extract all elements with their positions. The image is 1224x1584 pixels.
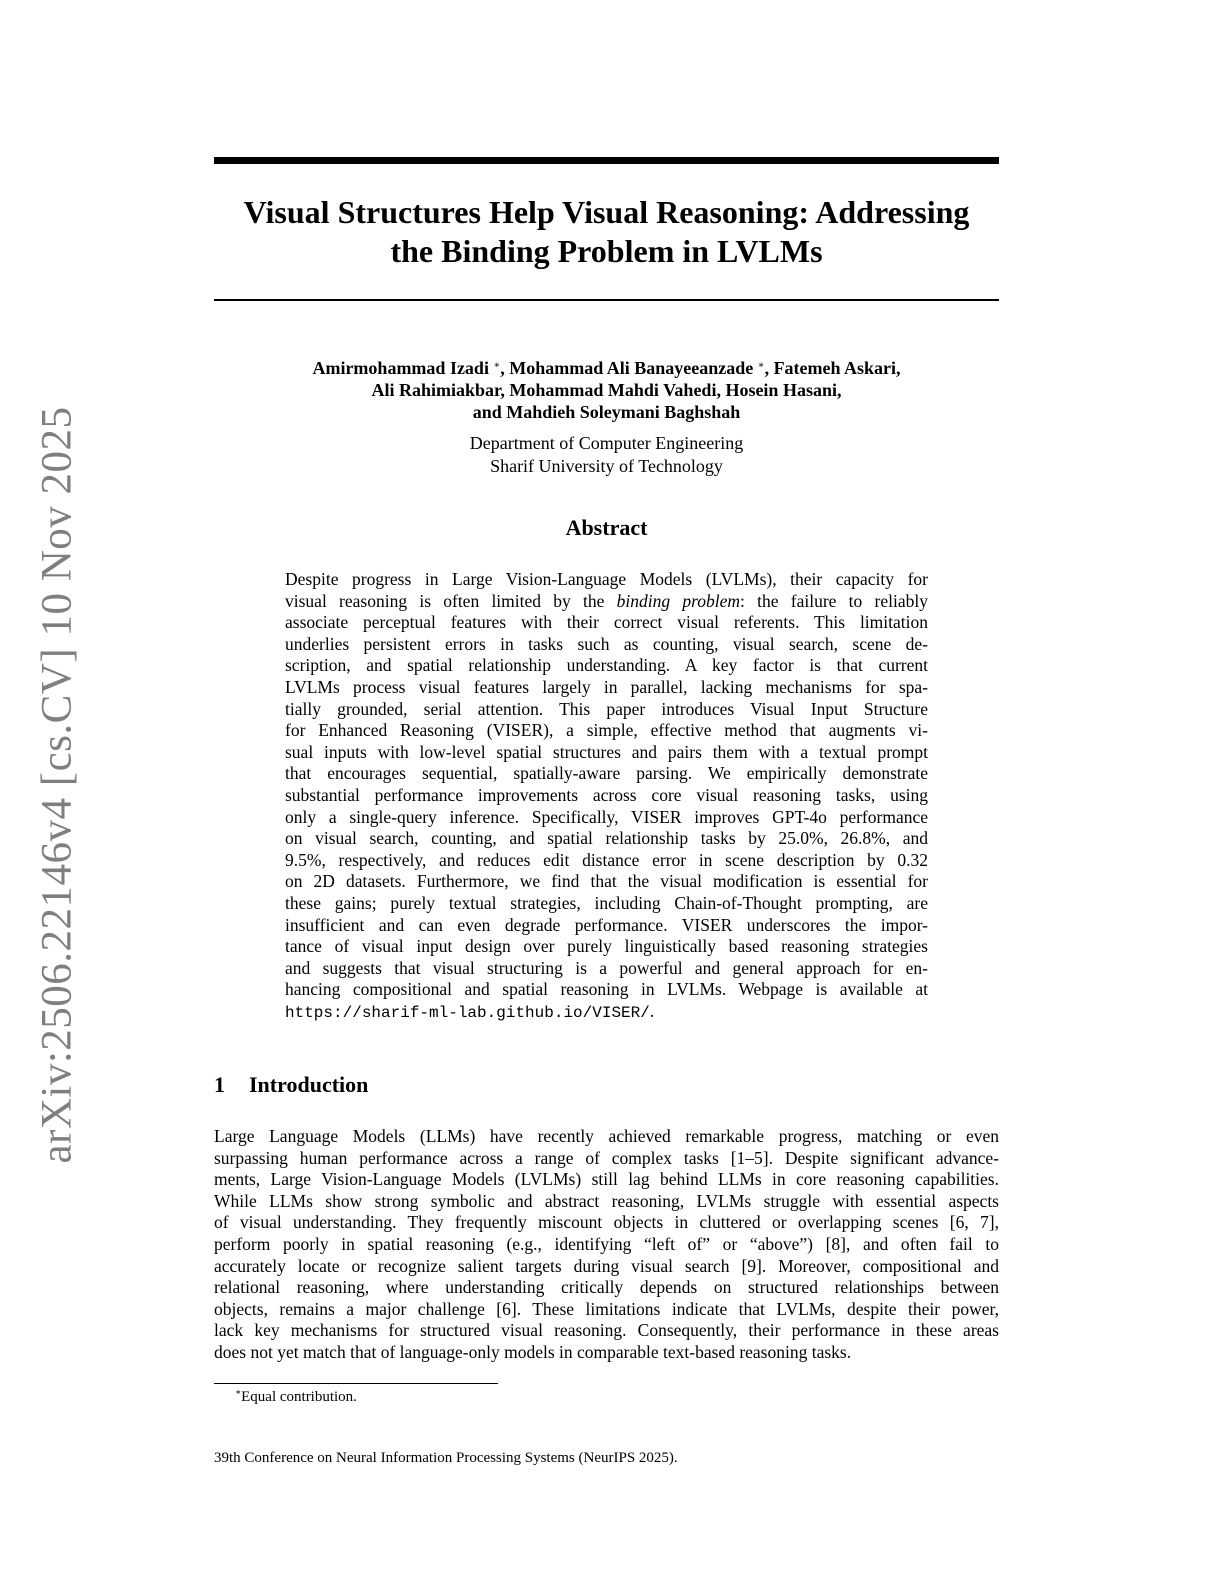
abstract-line: and suggests that visual structuring is a powerful and general approach for en- [285,957,928,978]
intro-line: accurately locate or recognize salient targets during visual search [9]. Moreover, compositional and [214,1255,999,1276]
intro-line: ments, Large Vision-Language Models (LVLMs) still lag behind LLMs in core reasoning capabilities. [214,1169,999,1190]
intro-line: surpassing human performance across a range of complex tasks [1–5]. Despite significant advance- [214,1147,999,1168]
title-line: the Binding Problem in LVLMs [390,233,823,269]
intro-line: lack key mechanisms for structured visual reasoning. Consequently, their performance in these areas [214,1320,999,1341]
abstract-text: . [649,1000,655,1021]
author-list [214,355,999,423]
intro-line: does not yet match that of language-only models in comparable text-based reasoning tasks. [214,1341,852,1362]
section-heading-introduction [214,1072,368,1098]
footnote [235,1387,357,1406]
abstract-line: underlies persistent errors in tasks such as counting, visual search, scene de- [285,633,928,654]
webpage-link[interactable]: https://sharif-ml-lab.github.io/VISER/ [285,1003,650,1022]
affiliation [214,432,999,478]
abstract-line: hancing compositional and spatial reasoning in LVLMs. Webpage is available at [285,979,928,1000]
intro-line: relational reasoning, where understanding critically depends on structured relationships between [214,1277,999,1298]
author-name: , Fatemeh Askari, [764,358,901,378]
footnote-mark: ∗ [235,1387,242,1397]
intro-line: of visual understanding. They frequently miscount objects in cluttered or overlapping scenes [6, 7], [214,1212,999,1233]
section-title: Introduction [249,1072,369,1097]
abstract-line: LVLMs process visual features largely in parallel, lacking mechanisms for spa- [285,676,928,697]
title-bottom-rule [214,299,999,301]
intro-line: perform poorly in spatial reasoning (e.g., identifying “left of” or “above”) [8], and often fail to [214,1233,999,1254]
abstract-line: tance of visual input design over purely linguistically based reasoning strategies [285,936,928,957]
abstract-line: Despite progress in Large Vision-Language Models (LVLMs), their capacity for [285,569,928,589]
abstract-line: only a single-query inference. Specifically, VISER improves GPT-4o performance [285,806,928,827]
author-name: Amirmohammad Izadi [312,358,489,378]
abstract-line: associate perceptual features with their correct visual referents. This limitation [285,612,928,633]
venue-note: 39th Conference on Neural Information Processing Systems (NeurIPS 2025). [214,1450,678,1466]
intro-line: objects, remains a major challenge [6]. These limitations indicate that LVLMs, despite their power, [214,1298,999,1319]
abstract-line: for Enhanced Reasoning (VISER), a simple, effective method that augments vi- [285,720,928,741]
abstract-text: : the failure to reliably [740,590,928,611]
author-name: , Mohammad Ali Banayeeanzade [500,358,754,378]
title-line: Visual Structures Help Visual Reasoning: Addressing [243,194,970,230]
author-line [214,355,999,379]
abstract-text: visual reasoning is often limited by the [285,590,617,611]
affiliation-line: Sharif University of Technology [490,456,723,476]
author-line: and Mahdieh Soleymani Baghshah [472,402,741,422]
abstract-line: that encourages sequential, spatially-aware parsing. We empirically demonstrate [285,763,928,784]
intro-line: Large Language Models (LLMs) have recently achieved remarkable progress, matching or even [214,1126,999,1146]
paper-title [214,193,999,271]
equal-contribution-mark: ∗ [757,360,765,371]
abstract-line [285,1001,928,1023]
abstract-line: scription, and spatial relationship understanding. A key factor is that current [285,655,928,676]
abstract-line: 9.5%, respectively, and reduces edit distance error in scene description by 0.32 [285,849,928,870]
arxiv-side-stamp: arXiv:2506.22146v4 [cs.CV] 10 Nov 2025 [33,406,81,1164]
abstract-line: sual inputs with low-level spatial structures and pairs them with a textual prompt [285,741,928,762]
abstract-line: substantial performance improvements across core visual reasoning tasks, using [285,784,928,805]
abstract-line: insufficient and can even degrade performance. VISER underscores the impor- [285,914,928,935]
abstract-body [285,569,928,1022]
abstract-line: these gains; purely textual strategies, including Chain-of-Thought prompting, are [285,892,928,913]
abstract-line: on visual search, counting, and spatial relationship tasks by 25.0%, 26.8%, and [285,828,928,849]
abstract-heading: Abstract [565,515,648,540]
abstract-line [285,591,928,613]
affiliation-line: Department of Computer Engineering [469,433,744,453]
abstract-line: tially grounded, serial attention. This paper introduces Visual Input Structure [285,698,928,719]
footnote-rule [214,1383,498,1384]
introduction-body [214,1126,999,1364]
abstract-line: on 2D datasets. Furthermore, we find that the visual modification is essential for [285,871,928,892]
abstract-emphasis: binding problem [616,590,741,611]
title-top-rule [214,157,999,164]
intro-line: While LLMs show strong symbolic and abstract reasoning, LVLMs struggle with essential aspects [214,1190,999,1211]
footnote-text: Equal contribution. [241,1389,357,1405]
equal-contribution-mark: ∗ [493,360,501,371]
author-line: Ali Rahimiakbar, Mohammad Mahdi Vahedi, Hosein Hasani, [371,380,842,400]
section-number: 1 [214,1072,225,1097]
